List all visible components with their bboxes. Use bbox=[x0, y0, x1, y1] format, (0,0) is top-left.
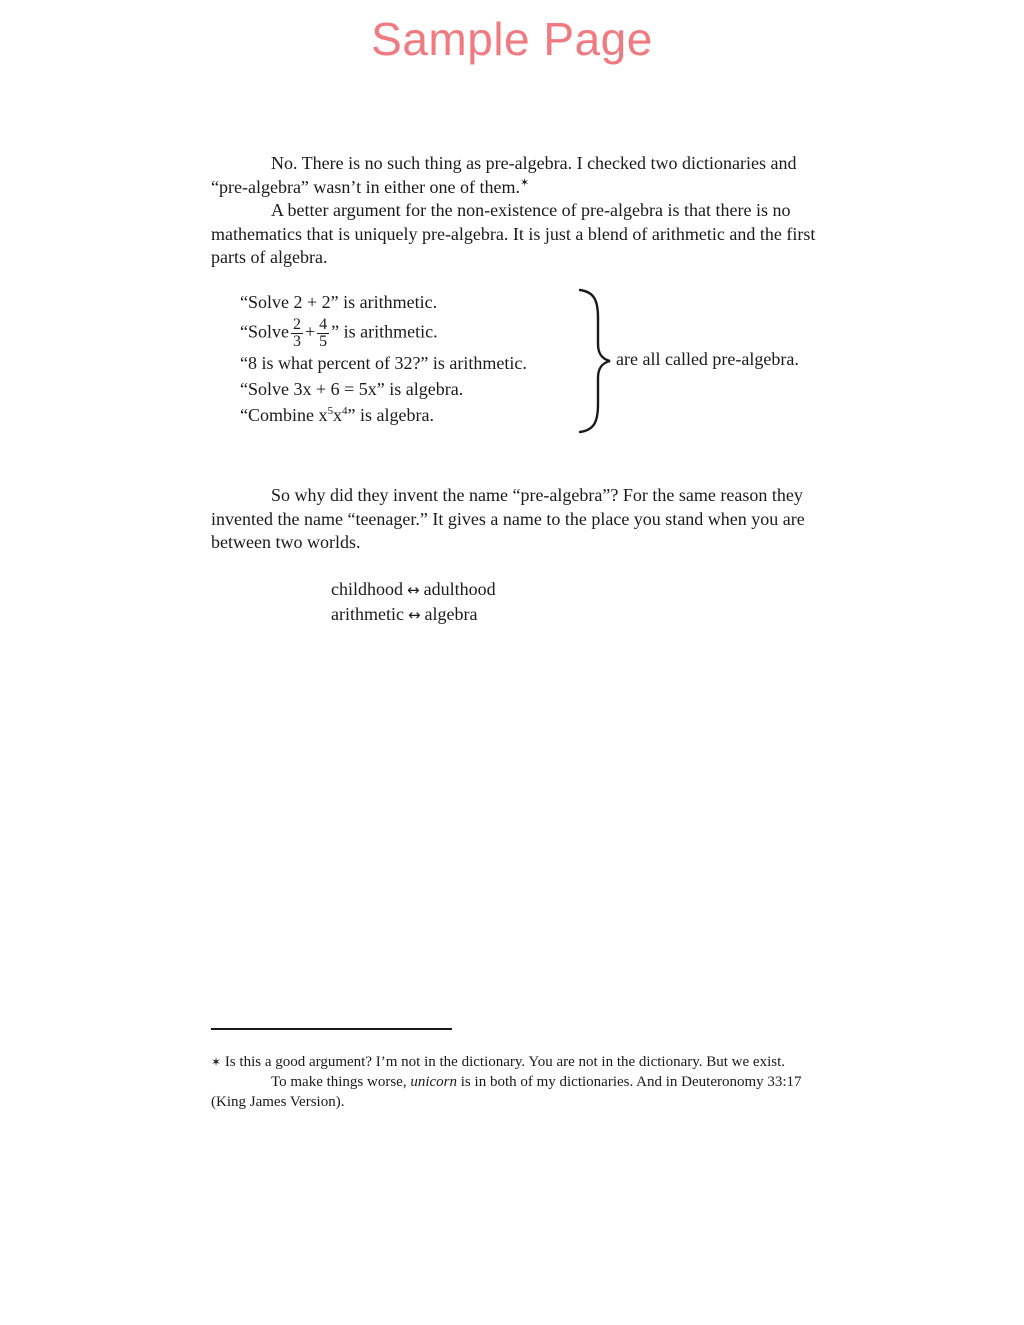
paragraph-better-argument: A better argument for the non-existence of pre-algebra is that there is no mathematics that is uniquely pre-algebra. It is just a blend of arithmetic and the first parts of algebra. bbox=[211, 200, 816, 267]
example-algebra-combine: “Combine $x^5x^4$” is algebra. bbox=[240, 405, 434, 425]
paragraph-why-invent: So why did they invent the name “pre-algebra”? For the same reason they invented the name “teenager.” It gives a name to the place you stand when you are between two worlds. bbox=[211, 485, 805, 552]
intro-paragraphs bbox=[211, 152, 831, 270]
two-worlds-list bbox=[331, 577, 496, 627]
example-fractions-suffix: ” is arithmetic. bbox=[331, 321, 438, 342]
example-fractions-prefix: “Solve bbox=[240, 321, 289, 342]
example-arithmetic-sum: “Solve 2 + 2” is arithmetic. bbox=[240, 292, 438, 312]
fraction-four-fifths: $\frac{4}{5}$ bbox=[319, 316, 328, 350]
footnote-line-1: ✶ Is this a good argument? I’m not in the dictionary. You are not in the dictionary. But we exist. bbox=[211, 1054, 785, 1070]
world-row-childhood: childhood ↔ adulthood bbox=[331, 579, 496, 599]
right-curly-brace-icon bbox=[572, 286, 612, 436]
left-right-arrow-icon: ↔ bbox=[407, 581, 420, 599]
left-right-arrow-icon: ↔ bbox=[407, 606, 421, 624]
footnote-divider bbox=[211, 1028, 452, 1030]
teenager-paragraph-block bbox=[211, 484, 831, 555]
footnote-line-2: To make things worse, unicorn is in both of my dictionaries. And in Deuteronomy 33:17 (King James Version). bbox=[211, 1074, 802, 1110]
footnote-star-icon: ✶ bbox=[211, 1055, 222, 1069]
footnote-marker-icon[interactable]: ✶ bbox=[520, 175, 530, 189]
brace-label: are all called pre-algebra. bbox=[616, 349, 799, 369]
fraction-two-thirds: $\frac{2}{3}$ bbox=[293, 316, 301, 350]
footnote bbox=[211, 1052, 811, 1112]
example-arithmetic-fractions bbox=[240, 317, 438, 350]
example-arithmetic-percent: “8 is what percent of 32?” is arithmetic. bbox=[240, 353, 527, 373]
plus-sign: + bbox=[305, 321, 316, 342]
sample-page-watermark: Sample Page bbox=[371, 13, 653, 65]
world-row-arithmetic: arithmetic ↔ algebra bbox=[331, 604, 478, 624]
paragraph-no-such-thing: No. There is no such thing as pre-algebra. I checked two dictionaries and “pre-algebra” wasn’t in either one of them.✶ bbox=[211, 153, 797, 197]
unicorn-emphasis: unicorn bbox=[410, 1074, 458, 1090]
example-algebra-solve: “Solve 3x + 6 = 5x” is algebra. bbox=[240, 379, 464, 399]
